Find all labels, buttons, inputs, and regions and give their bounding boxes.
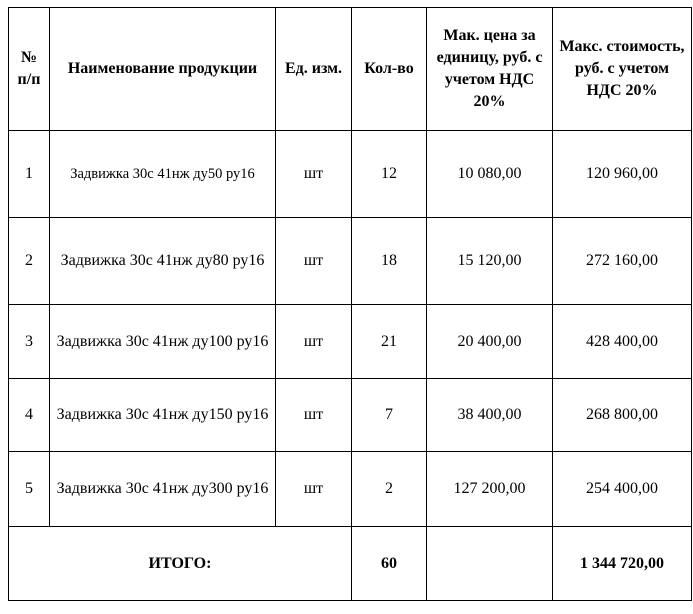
total-cost: 1 344 720,00 (553, 527, 692, 601)
row-cost: 428 400,00 (553, 305, 692, 379)
row-unit: шт (276, 218, 352, 305)
row-qty: 12 (352, 131, 427, 218)
row-num: 3 (9, 305, 50, 379)
row-qty: 21 (352, 305, 427, 379)
row-unit: шт (276, 452, 352, 527)
row-name: Задвижка 30с 41нж ду50 ру16 (50, 131, 276, 218)
row-num: 2 (9, 218, 50, 305)
header-unit: Ед. изм. (276, 8, 352, 131)
table-row (9, 379, 692, 452)
row-name: Задвижка 30с 41нж ду100 ру16 (50, 305, 276, 379)
table-row (9, 305, 692, 379)
table-row (9, 131, 692, 218)
row-price: 127 200,00 (427, 452, 553, 527)
row-name: Задвижка 30с 41нж ду300 ру16 (50, 452, 276, 527)
row-price: 38 400,00 (427, 379, 553, 452)
row-unit: шт (276, 305, 352, 379)
row-price: 20 400,00 (427, 305, 553, 379)
row-name: Задвижка 30с 41нж ду80 ру16 (50, 218, 276, 305)
row-cost: 272 160,00 (553, 218, 692, 305)
table-row (9, 452, 692, 527)
table-row (9, 218, 692, 305)
row-price: 10 080,00 (427, 131, 553, 218)
row-cost: 268 800,00 (553, 379, 692, 452)
row-qty: 18 (352, 218, 427, 305)
row-unit: шт (276, 379, 352, 452)
total-price-empty (427, 527, 553, 601)
row-cost: 254 400,00 (553, 452, 692, 527)
row-qty: 2 (352, 452, 427, 527)
row-price: 15 120,00 (427, 218, 553, 305)
row-num: 1 (9, 131, 50, 218)
table-header-row (9, 8, 692, 131)
total-qty: 60 (352, 527, 427, 601)
product-table (8, 7, 692, 601)
row-unit: шт (276, 131, 352, 218)
row-qty: 7 (352, 379, 427, 452)
total-row (9, 527, 692, 601)
row-num: 5 (9, 452, 50, 527)
row-cost: 120 960,00 (553, 131, 692, 218)
header-qty: Кол-во (352, 8, 427, 131)
row-num: 4 (9, 379, 50, 452)
header-name: Наименование продукции (50, 8, 276, 131)
header-max-price: Мак. цена за единицу, руб. с учетом НДС 20% (427, 8, 553, 131)
header-max-cost: Макс. стоимость, руб. с учетом НДС 20% (553, 8, 692, 131)
header-num: № п/п (9, 8, 50, 131)
total-label: ИТОГО: (9, 527, 352, 601)
row-name: Задвижка 30с 41нж ду150 ру16 (50, 379, 276, 452)
